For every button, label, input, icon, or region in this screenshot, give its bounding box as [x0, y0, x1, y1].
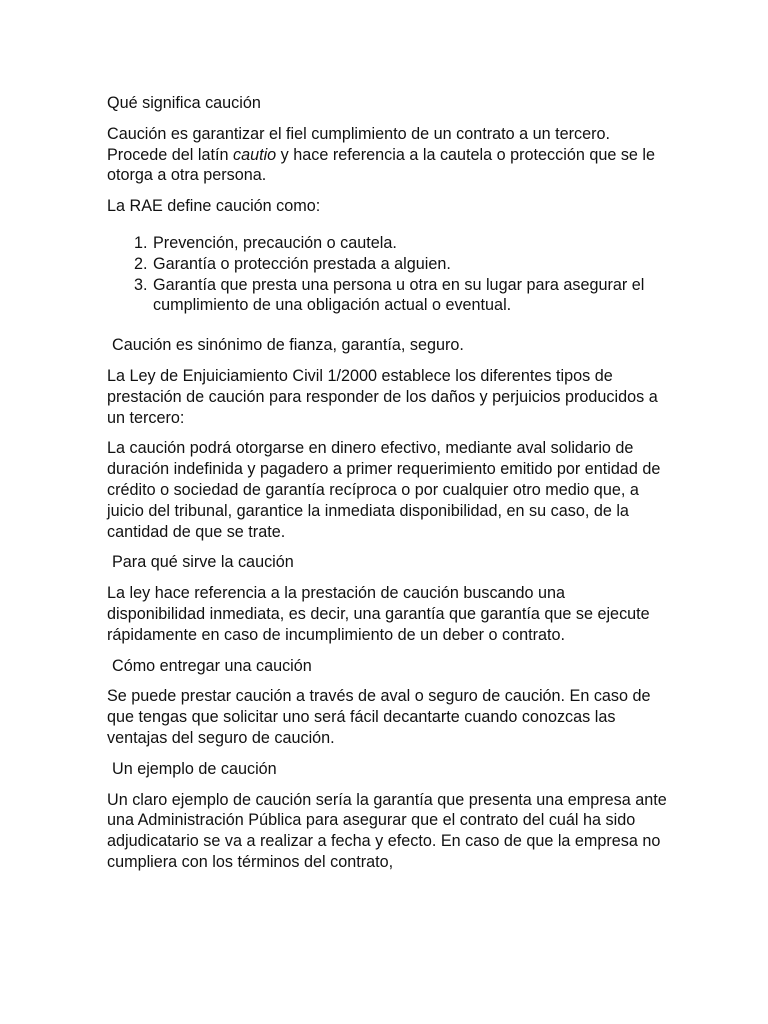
ley-intro-paragraph: La Ley de Enjuiciamiento Civil 1/2000 establece los diferentes tipos de prestación de caución para responder de los daños y perjuicios producidos a un tercero: — [107, 366, 658, 427]
section-heading-purpose: Para qué sirve la caución — [112, 553, 294, 572]
intro-paragraph — [107, 124, 667, 186]
intro-text-2: y hace referencia a la cautela o protección que se le otorga a otra persona. — [107, 145, 656, 185]
section-text-purpose: La ley hace referencia a la prestación de caución buscando una disponibilidad inmediata, es decir, una garantía que garantía que se ejecute rápidamente en caso de incumplimiento de un deber o contrato. — [107, 584, 650, 644]
section-heading-delivery: Cómo entregar una caución — [112, 656, 312, 675]
section-heading-example: Un ejemplo de caución — [112, 759, 277, 778]
rae-intro: La RAE define caución como: — [107, 197, 321, 216]
document-title: Qué significa caución — [107, 94, 261, 112]
list-item: 2. Garantía o protección prestada a alguien. — [152, 254, 667, 275]
synonyms-paragraph: Caución es sinónimo de fianza, garantía, seguro. — [112, 336, 464, 355]
list-item: 1. Prevención, precaución o cautela. — [152, 233, 667, 254]
document-page — [107, 93, 667, 883]
intro-latin-term: cautio — [232, 145, 277, 164]
section-text-delivery: Se puede prestar caución a través de aval o seguro de caución. En caso de que tengas que solicitar uno será fácil decantarte cuando conozcas las ventajas del seguro de caución. — [107, 687, 651, 747]
list-item: 3. Garantía que presta una persona u otra en su lugar para asegurar el cumplimiento de una obligación actual o eventual. — [152, 275, 667, 317]
rae-definitions-list — [107, 233, 667, 316]
section-text-example: Un claro ejemplo de caución sería la garantía que presenta una empresa ante una Administración Pública para asegurar que el contrato del cuál ha sido adjudicatario se va a realizar a fecha y efecto. En caso de que la empresa no cumpliera con los términos del contrato, — [107, 790, 667, 871]
intro-text-1: Caución es garantizar el fiel cumplimiento de un contrato a un tercero. Procede del latín — [107, 124, 610, 164]
ley-text-paragraph: La caución podrá otorgarse en dinero efectivo, mediante aval solidario de duración indefinida y pagadero a primer requerimiento emitido por entidad de crédito o sociedad de garantía recíproca o por cualquier otro medio que, a juicio del tribunal, garantice la inmediata disponibilidad, en su caso, de la cantidad de que se trate. — [107, 439, 661, 541]
